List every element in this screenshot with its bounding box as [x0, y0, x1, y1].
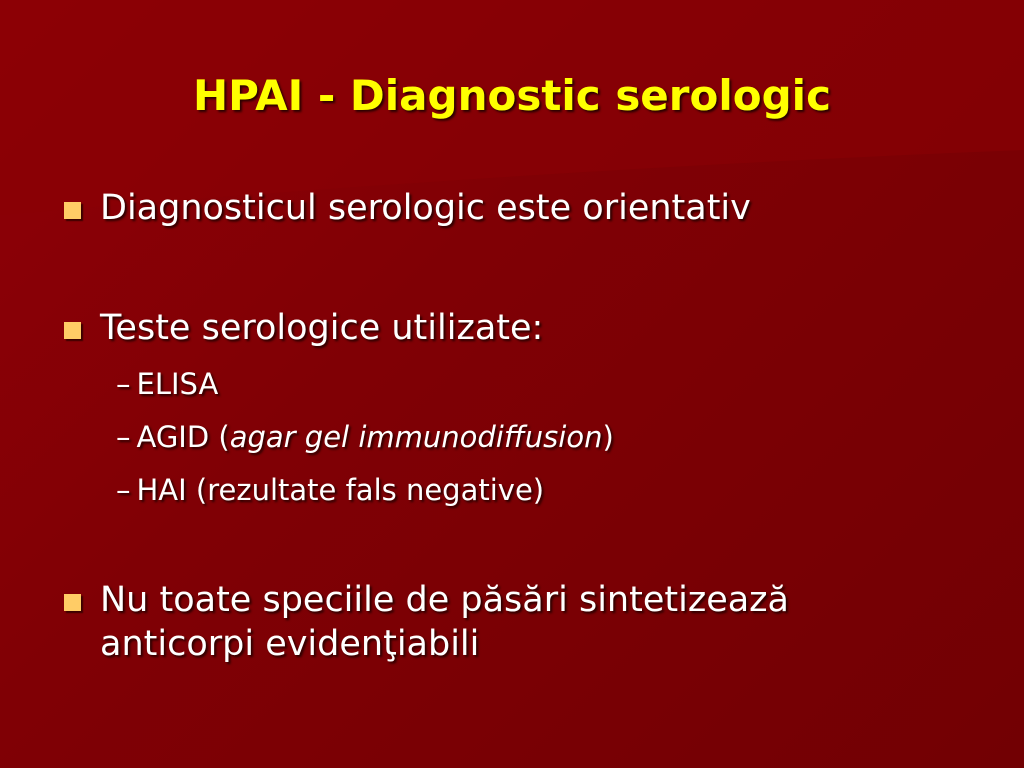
bullet-text: Diagnosticul serologic este orientativ [100, 188, 751, 228]
bullet-text: Teste serologice utilizate: [100, 308, 544, 348]
sub-item-text: ELISA [136, 367, 219, 401]
sub-item-italic: agar gel immunodiffusion [229, 420, 603, 454]
sub-list-item [116, 366, 218, 402]
bullet-text-line: anticorpi evidenţiabili [100, 624, 480, 664]
dash-marker: – [116, 367, 131, 401]
dash-marker: – [116, 420, 131, 454]
sub-item-suffix: ) [602, 420, 614, 454]
dash-marker: – [116, 473, 131, 507]
sub-list-item [116, 419, 614, 455]
bullet-square-icon [64, 322, 81, 339]
sub-item-text: HAI (rezultate fals negative) [136, 473, 545, 507]
bullet-square-icon [64, 202, 81, 219]
slide-title: HPAI - Diagnostic serologic [193, 71, 831, 120]
bullet-square-icon [64, 594, 81, 611]
bullet-text-line: Nu toate speciile de păsări sintetizează [100, 580, 789, 620]
sub-list-item [116, 472, 544, 508]
sub-item-prefix: AGID ( [136, 420, 230, 454]
